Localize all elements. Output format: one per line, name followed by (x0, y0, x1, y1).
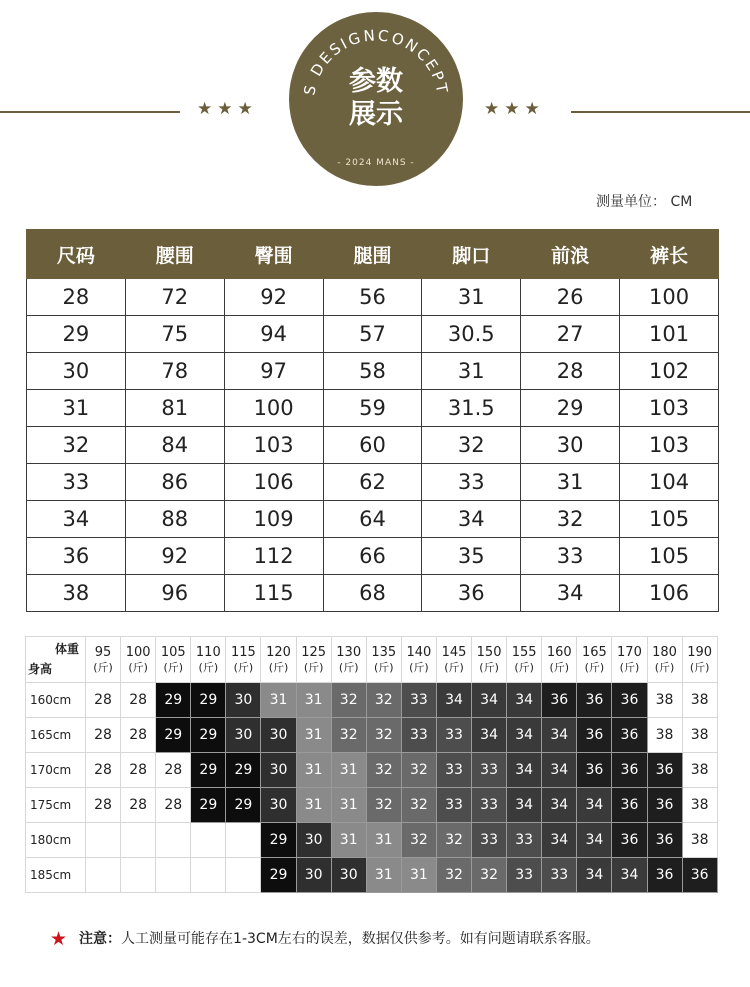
weight-header (86, 637, 121, 683)
size-suggestion-cell: 31 (296, 788, 331, 823)
size-suggestion-cell: 31 (366, 858, 401, 893)
size-cell: 94 (224, 316, 323, 353)
weight-value: 95 (94, 644, 112, 660)
header-divider-right (571, 111, 750, 113)
size-cell: 97 (224, 353, 323, 390)
size-suggestion-cell: 29 (191, 753, 226, 788)
size-suggestion-cell: 29 (261, 823, 296, 858)
weight-header (156, 637, 191, 683)
weight-header (612, 637, 647, 683)
height-row (26, 858, 718, 893)
weight-value: 110 (195, 644, 221, 660)
size-suggestion-cell: 38 (647, 718, 682, 753)
size-suggestion-cell (121, 858, 156, 893)
weight-header (647, 637, 682, 683)
size-suggestion-cell: 28 (86, 683, 121, 718)
weight-unit: (斤) (584, 660, 605, 674)
size-suggestion-cell: 36 (682, 858, 717, 893)
size-cell: 81 (125, 390, 224, 427)
size-suggestion-cell: 32 (366, 788, 401, 823)
size-suggestion-cell: 31 (366, 823, 401, 858)
badge-title-line1: 参数 (349, 66, 403, 97)
size-suggestion-cell: 31 (261, 683, 296, 718)
weight-unit: (斤) (654, 660, 675, 674)
size-cell: 88 (125, 501, 224, 538)
size-suggestion-cell: 30 (296, 858, 331, 893)
size-cell: 31 (422, 353, 521, 390)
size-suggestion-cell (191, 823, 226, 858)
size-cell: 29 (27, 316, 126, 353)
weight-value: 190 (687, 644, 713, 660)
size-suggestion-cell: 32 (436, 858, 471, 893)
size-cell: 106 (620, 575, 719, 612)
size-cell: 64 (323, 501, 422, 538)
size-suggestion-cell: 33 (436, 753, 471, 788)
size-cell: 105 (620, 501, 719, 538)
size-suggestion-cell: 28 (121, 683, 156, 718)
size-column-header: 裤长 (620, 230, 719, 279)
size-cell: 106 (224, 464, 323, 501)
weight-value: 180 (652, 644, 677, 660)
weight-value: 155 (511, 644, 537, 660)
star-decoration-left: ★★★ (197, 99, 258, 119)
size-suggestion-cell: 33 (507, 858, 542, 893)
weight-unit: (斤) (128, 660, 148, 674)
size-row (27, 427, 719, 464)
size-suggestion-cell: 31 (296, 683, 331, 718)
size-suggestion-cell: 30 (226, 683, 261, 718)
size-suggestion-cell: 29 (261, 858, 296, 893)
weight-unit: (斤) (444, 660, 464, 674)
weight-header (366, 637, 401, 683)
weight-value: 140 (406, 644, 432, 660)
size-suggestion-cell: 29 (191, 718, 226, 753)
size-suggestion-cell: 28 (86, 753, 121, 788)
size-cell: 31.5 (422, 390, 521, 427)
size-cell: 58 (323, 353, 422, 390)
size-cell: 115 (224, 575, 323, 612)
weight-unit: (斤) (689, 660, 710, 674)
size-suggestion-cell: 33 (436, 788, 471, 823)
weight-unit: (斤) (619, 660, 640, 674)
weight-value: 145 (441, 644, 467, 660)
size-cell: 38 (27, 575, 126, 612)
height-row (26, 753, 718, 788)
height-row (26, 683, 718, 718)
weight-unit: (斤) (479, 660, 499, 674)
size-suggestion-cell: 34 (577, 823, 612, 858)
size-cell: 26 (521, 279, 620, 316)
table-corner (26, 637, 86, 683)
size-suggestion-cell (191, 858, 226, 893)
size-suggestion-cell: 28 (121, 753, 156, 788)
weight-header (436, 637, 471, 683)
size-suggestion-cell: 36 (612, 823, 647, 858)
size-suggestion-cell: 36 (612, 788, 647, 823)
size-suggestion-cell: 28 (121, 788, 156, 823)
weight-header (682, 637, 717, 683)
size-cell: 33 (27, 464, 126, 501)
size-suggestion-cell: 34 (612, 858, 647, 893)
size-suggestion-cell: 33 (401, 683, 436, 718)
size-suggestion-cell: 29 (191, 788, 226, 823)
size-row (27, 501, 719, 538)
size-suggestion-cell: 36 (647, 788, 682, 823)
weight-header (296, 637, 331, 683)
size-suggestion-cell: 32 (401, 788, 436, 823)
size-suggestion-cell: 34 (542, 823, 577, 858)
size-suggestion-cell: 30 (261, 788, 296, 823)
size-cell: 62 (323, 464, 422, 501)
size-suggestion-cell: 38 (682, 753, 717, 788)
size-cell: 103 (620, 390, 719, 427)
height-row (26, 718, 718, 753)
weight-header (331, 637, 366, 683)
height-label: 175cm (26, 788, 86, 823)
size-suggestion-cell: 29 (226, 753, 261, 788)
height-label: 165cm (26, 718, 86, 753)
red-star-icon: ★ (50, 928, 68, 950)
size-table (26, 229, 719, 612)
weight-value: 125 (301, 644, 327, 660)
size-row (27, 538, 719, 575)
size-suggestion-cell: 34 (472, 718, 507, 753)
size-suggestion-cell (226, 858, 261, 893)
size-cell: 109 (224, 501, 323, 538)
size-cell: 56 (323, 279, 422, 316)
size-cell: 33 (422, 464, 521, 501)
weight-header (226, 637, 261, 683)
size-cell: 103 (620, 427, 719, 464)
size-cell: 31 (521, 464, 620, 501)
weight-header (261, 637, 296, 683)
size-suggestion-cell: 34 (436, 683, 471, 718)
size-suggestion-cell: 32 (436, 823, 471, 858)
weight-unit: (斤) (198, 660, 219, 674)
size-suggestion-cell: 36 (577, 718, 612, 753)
size-suggestion-cell: 36 (647, 858, 682, 893)
size-suggestion-cell: 34 (507, 683, 542, 718)
size-suggestion-cell: 36 (612, 683, 647, 718)
size-suggestion-cell: 34 (507, 718, 542, 753)
weight-unit: (斤) (268, 660, 289, 674)
size-suggestion-cell: 32 (401, 753, 436, 788)
size-suggestion-cell: 38 (682, 823, 717, 858)
note-text: 人工测量可能存在1-3CM左右的误差，数据仅供参考。如有问题请联系客服。 (121, 931, 600, 947)
weight-height-body (26, 683, 718, 893)
size-cell: 66 (323, 538, 422, 575)
size-suggestion-cell: 32 (366, 753, 401, 788)
size-cell: 92 (224, 279, 323, 316)
height-label: 180cm (26, 823, 86, 858)
size-row (27, 390, 719, 427)
size-column-header: 臀围 (224, 230, 323, 279)
weight-unit: (斤) (93, 660, 113, 674)
size-cell: 32 (27, 427, 126, 464)
weight-value: 165 (581, 644, 607, 660)
header-divider-left (0, 111, 180, 113)
weight-value: 130 (336, 644, 362, 660)
size-suggestion-cell: 34 (507, 753, 542, 788)
size-cell: 31 (422, 279, 521, 316)
size-suggestion-cell (86, 858, 121, 893)
size-cell: 60 (323, 427, 422, 464)
weight-header (542, 637, 577, 683)
weight-header-row (26, 637, 718, 683)
size-suggestion-cell: 32 (401, 823, 436, 858)
size-suggestion-cell: 38 (647, 683, 682, 718)
size-suggestion-cell: 34 (542, 753, 577, 788)
size-cell: 32 (521, 501, 620, 538)
size-cell: 102 (620, 353, 719, 390)
size-suggestion-cell: 32 (331, 683, 366, 718)
weight-unit: (斤) (338, 660, 359, 674)
size-suggestion-cell: 36 (577, 683, 612, 718)
size-suggestion-cell: 32 (472, 858, 507, 893)
size-cell: 78 (125, 353, 224, 390)
size-suggestion-cell: 31 (331, 823, 366, 858)
disclaimer-note (50, 928, 600, 950)
size-suggestion-cell: 34 (577, 788, 612, 823)
size-suggestion-cell: 36 (612, 718, 647, 753)
size-suggestion-cell: 31 (296, 753, 331, 788)
weight-value: 160 (546, 644, 572, 660)
size-cell: 104 (620, 464, 719, 501)
size-table-header-row (27, 230, 719, 279)
weight-header (401, 637, 436, 683)
size-cell: 68 (323, 575, 422, 612)
size-suggestion-cell: 38 (682, 788, 717, 823)
size-row (27, 464, 719, 501)
weight-value: 105 (160, 644, 186, 660)
size-suggestion-cell: 30 (296, 823, 331, 858)
size-suggestion-cell: 34 (577, 858, 612, 893)
size-cell: 84 (125, 427, 224, 464)
size-suggestion-cell: 34 (472, 683, 507, 718)
size-suggestion-cell: 32 (366, 683, 401, 718)
size-suggestion-cell: 38 (682, 718, 717, 753)
weight-header (191, 637, 226, 683)
weight-unit: (斤) (409, 660, 429, 674)
height-label: 160cm (26, 683, 86, 718)
size-suggestion-cell: 38 (682, 683, 717, 718)
size-suggestion-cell (121, 823, 156, 858)
size-suggestion-cell: 31 (296, 718, 331, 753)
size-suggestion-cell: 29 (191, 683, 226, 718)
size-cell: 35 (422, 538, 521, 575)
size-cell: 101 (620, 316, 719, 353)
size-suggestion-cell: 36 (647, 823, 682, 858)
size-cell: 75 (125, 316, 224, 353)
size-cell: 34 (521, 575, 620, 612)
size-row (27, 279, 719, 316)
size-suggestion-cell: 33 (472, 788, 507, 823)
weight-unit: (斤) (163, 660, 184, 674)
weight-unit: (斤) (549, 660, 570, 674)
weight-height-table (25, 636, 718, 893)
size-column-header: 前浪 (521, 230, 620, 279)
weight-header (577, 637, 612, 683)
size-cell: 31 (27, 390, 126, 427)
size-cell: 28 (27, 279, 126, 316)
size-cell: 30.5 (422, 316, 521, 353)
weight-unit: (斤) (514, 660, 534, 674)
size-cell: 112 (224, 538, 323, 575)
size-cell: 33 (521, 538, 620, 575)
size-cell: 30 (521, 427, 620, 464)
weight-value: 115 (231, 644, 256, 660)
weight-unit: (斤) (303, 660, 324, 674)
height-label: 170cm (26, 753, 86, 788)
size-suggestion-cell: 33 (436, 718, 471, 753)
corner-weight-label: 体重 (54, 642, 79, 656)
size-suggestion-cell: 28 (86, 718, 121, 753)
size-suggestion-cell: 28 (156, 753, 191, 788)
size-row (27, 575, 719, 612)
star-decoration-right: ★★★ (484, 99, 545, 119)
badge-title-line2: 展示 (349, 99, 403, 130)
size-suggestion-cell: 32 (331, 718, 366, 753)
size-suggestion-cell: 30 (261, 753, 296, 788)
size-suggestion-cell: 31 (331, 788, 366, 823)
size-suggestion-cell: 30 (226, 718, 261, 753)
size-column-header: 脚口 (422, 230, 521, 279)
weight-header (472, 637, 507, 683)
size-cell: 30 (27, 353, 126, 390)
size-suggestion-cell: 36 (612, 753, 647, 788)
size-cell: 34 (422, 501, 521, 538)
size-suggestion-cell: 31 (331, 753, 366, 788)
size-table-body (27, 279, 719, 612)
size-cell: 27 (521, 316, 620, 353)
size-suggestion-cell: 36 (647, 753, 682, 788)
size-cell: 59 (323, 390, 422, 427)
size-cell: 86 (125, 464, 224, 501)
size-suggestion-cell: 31 (401, 858, 436, 893)
weight-value: 100 (125, 644, 151, 660)
weight-unit: (斤) (233, 660, 254, 674)
size-suggestion-cell: 33 (472, 753, 507, 788)
size-cell: 72 (125, 279, 224, 316)
size-cell: 96 (125, 575, 224, 612)
size-suggestion-cell: 28 (86, 788, 121, 823)
size-column-header: 腰围 (125, 230, 224, 279)
size-suggestion-cell: 30 (331, 858, 366, 893)
badge-subtitle: - 2024 MANS - (337, 158, 415, 168)
height-row (26, 788, 718, 823)
size-column-header: 尺码 (27, 230, 126, 279)
size-cell: 100 (620, 279, 719, 316)
weight-value: 170 (617, 644, 642, 660)
size-suggestion-cell: 33 (507, 823, 542, 858)
size-suggestion-cell: 36 (577, 753, 612, 788)
size-suggestion-cell: 28 (121, 718, 156, 753)
size-suggestion-cell: 29 (226, 788, 261, 823)
size-suggestion-cell: 33 (472, 823, 507, 858)
size-row (27, 316, 719, 353)
size-cell: 105 (620, 538, 719, 575)
size-suggestion-cell: 30 (261, 718, 296, 753)
unit-label: 测量单位： CM (596, 194, 693, 210)
height-label: 185cm (26, 858, 86, 893)
size-suggestion-cell: 33 (401, 718, 436, 753)
size-cell: 34 (27, 501, 126, 538)
badge-arc-text: S DESIGNCONCEPT (300, 26, 452, 97)
weight-value: 120 (266, 644, 291, 660)
size-row (27, 353, 719, 390)
weight-value: 135 (371, 644, 397, 660)
size-cell: 28 (521, 353, 620, 390)
size-suggestion-cell: 32 (366, 718, 401, 753)
note-label: 注意： (79, 931, 122, 947)
size-cell: 57 (323, 316, 422, 353)
size-suggestion-cell (156, 858, 191, 893)
weight-value: 150 (476, 644, 502, 660)
title-badge (289, 12, 463, 186)
weight-header (507, 637, 542, 683)
size-column-header: 腿围 (323, 230, 422, 279)
corner-height-label: 身高 (28, 662, 53, 676)
size-suggestion-cell: 34 (507, 788, 542, 823)
size-suggestion-cell: 34 (542, 718, 577, 753)
weight-header (121, 637, 156, 683)
size-suggestion-cell: 33 (542, 858, 577, 893)
weight-unit: (斤) (374, 660, 394, 674)
size-suggestion-cell (86, 823, 121, 858)
size-cell: 36 (422, 575, 521, 612)
size-cell: 92 (125, 538, 224, 575)
size-cell: 32 (422, 427, 521, 464)
size-cell: 103 (224, 427, 323, 464)
size-suggestion-cell: 29 (156, 683, 191, 718)
size-cell: 100 (224, 390, 323, 427)
size-cell: 36 (27, 538, 126, 575)
size-cell: 29 (521, 390, 620, 427)
size-suggestion-cell: 34 (542, 788, 577, 823)
size-suggestion-cell (156, 823, 191, 858)
height-row (26, 823, 718, 858)
size-suggestion-cell: 28 (156, 788, 191, 823)
size-suggestion-cell: 36 (542, 683, 577, 718)
size-suggestion-cell (226, 823, 261, 858)
size-suggestion-cell: 29 (156, 718, 191, 753)
